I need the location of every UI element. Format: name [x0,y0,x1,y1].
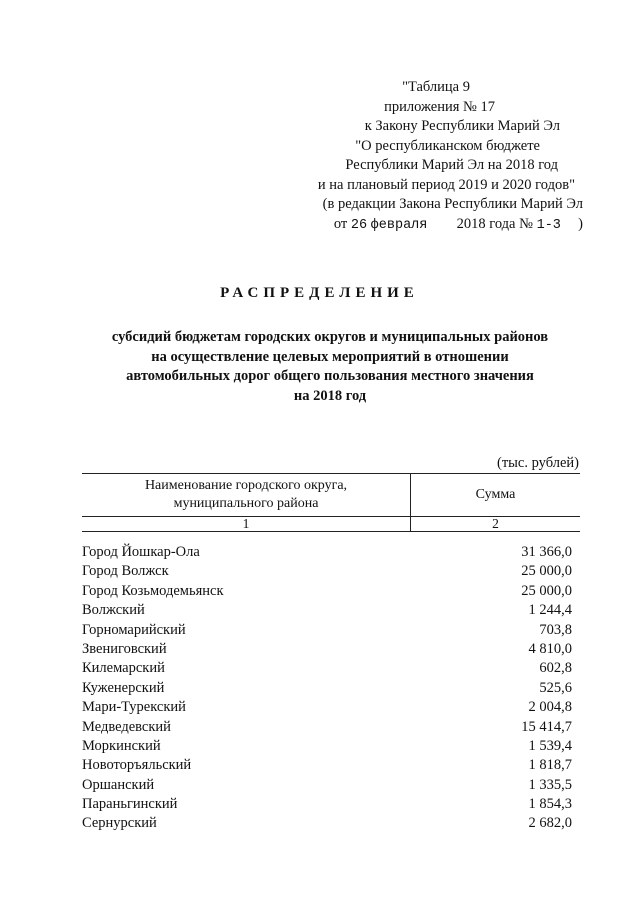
row-value: 602,8 [539,660,572,677]
table-row [82,562,572,581]
subtitle-line: на осуществление целевых мероприятий в отношении [151,348,509,365]
column-header-name-line1: Наименование городского округа, [144,478,348,493]
column-number-1: 1 [82,517,411,532]
row-name: Город Волжск [82,563,169,580]
column-number-2: 2 [411,517,581,532]
table-row [82,795,572,814]
date-year: 2018 года № [456,215,533,232]
row-name: Сернурский [82,815,157,832]
date-day: 26 [350,217,368,233]
table-row [82,659,572,678]
row-name: Новоторъяльский [82,757,192,774]
table-row [82,737,572,756]
header-line: "Таблица 9 [402,79,470,95]
table-row [82,543,572,562]
table-row [82,582,572,601]
row-value: 4 810,0 [528,640,572,657]
table-row [82,679,572,698]
row-value: 15 414,7 [521,718,572,735]
row-name: Звениговский [82,640,167,657]
date-close: ) [578,215,583,232]
row-value: 1 854,3 [528,796,572,813]
document-title: РАСПРЕДЕЛЕНИЕ [220,285,419,301]
subtitle-line: субсидий бюджетам городских округов и муниципальных районов [111,329,549,345]
table-row [82,601,572,620]
units-label: (тыс. рублей) [497,455,579,471]
row-value: 703,8 [539,621,572,638]
row-name: Город Козьмодемьянск [82,582,224,599]
header-line: Республики Марий Эл на 2018 год [345,157,558,173]
row-name: Куженерский [82,679,165,696]
table-row [82,776,572,795]
table-row [82,640,572,659]
row-value: 525,6 [539,679,572,696]
header-line: (в редакции Закона Республики Марий Эл [322,196,583,212]
row-name: Мари-Турекский [82,699,186,716]
table-body [82,543,572,834]
header-line: и на плановый период 2019 и 2020 годов" [317,176,575,193]
column-header-name [82,474,411,517]
row-value: 31 366,0 [521,544,572,560]
header-line: к Закону Республики Марий Эл [364,118,560,134]
table-row [82,621,572,640]
row-name: Моркинский [82,737,161,754]
table-row [82,756,572,775]
header-line: приложения № 17 [384,98,495,115]
subtitle-line: на 2018 год [293,387,367,404]
date-month: февраля [370,217,428,233]
row-name: Параньгинский [82,796,178,813]
row-value: 1 335,5 [528,776,572,793]
row-value: 2 004,8 [528,699,572,716]
subtitle-line: автомобильных дорог общего пользования местного значения [126,368,534,384]
row-value: 2 682,0 [528,815,572,832]
amendment-date-line [0,215,585,235]
column-header-name-line2: муниципального района [173,496,319,511]
table-header [82,473,580,532]
row-name: Оршанский [82,776,155,793]
document-subtitle [40,328,620,406]
header-line: "О республиканском бюджете [355,137,540,154]
table-row [82,698,572,717]
row-value: 1 244,4 [528,602,572,619]
column-header-sum: Сумма [411,474,581,517]
row-name: Медведевский [82,718,171,735]
row-name: Волжский [82,602,145,619]
table-row [82,814,572,833]
date-from: от [333,215,348,232]
row-value: 1 539,4 [528,737,572,754]
law-number: 1-3 [536,217,561,233]
row-value: 25 000,0 [521,563,572,580]
row-value: 1 818,7 [528,757,572,774]
row-name: Город Йошкар-Ола [82,544,200,560]
table-row [82,718,572,737]
row-name: Горномарийский [82,621,186,638]
row-name: Килемарский [82,660,165,677]
appendix-header [0,78,585,234]
row-value: 25 000,0 [521,582,572,599]
